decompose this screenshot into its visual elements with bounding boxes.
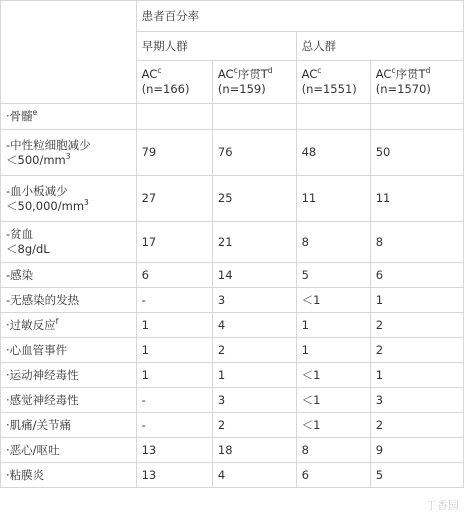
arm-label: AC <box>141 67 158 82</box>
arm-n: (n=166) <box>141 82 190 96</box>
row-label-cell <box>1 176 137 222</box>
row-label-cell <box>1 222 137 263</box>
table-row <box>1 313 464 338</box>
arm-label-tail: 序贯T <box>237 67 268 82</box>
value-cell: 5 <box>370 463 463 488</box>
table-row <box>1 338 464 363</box>
row-label-sup: e <box>32 108 38 118</box>
arm-header-cell <box>296 61 370 104</box>
value-cell <box>136 104 212 130</box>
value-cell: 11 <box>370 176 463 222</box>
value-cell: 17 <box>136 222 212 263</box>
value-cell: - <box>136 413 212 438</box>
table-row <box>1 363 464 388</box>
row-label-cell <box>1 388 137 413</box>
value-cell: 25 <box>212 176 296 222</box>
row-label-line2-sup: 3 <box>84 197 89 207</box>
row-label: ·感觉神经毒性 <box>6 392 79 407</box>
arm-label-sup: c <box>317 66 322 76</box>
value-cell: 8 <box>370 222 463 263</box>
value-cell: 21 <box>212 222 296 263</box>
value-cell: 8 <box>296 438 370 463</box>
value-cell <box>296 104 370 130</box>
arm-label-sup: c <box>233 66 238 76</box>
arm-label: AC <box>375 67 392 82</box>
value-cell: ＜1 <box>296 413 370 438</box>
row-label: ·肌痛/关节痛 <box>6 417 72 432</box>
row-label-cell <box>1 463 137 488</box>
value-cell: 2 <box>212 413 296 438</box>
value-cell: 2 <box>370 338 463 363</box>
row-label: ·心血管事件 <box>6 342 68 357</box>
row-label: -中性粒细胞减少 <box>6 137 91 152</box>
row-label: -贫血 <box>6 227 34 242</box>
arm-n: (n=159) <box>217 82 266 96</box>
table-row <box>1 288 464 313</box>
value-cell: 79 <box>136 130 212 176</box>
value-cell: ＜1 <box>296 363 370 388</box>
arm-label: AC <box>301 67 318 82</box>
value-cell: 13 <box>136 438 212 463</box>
table-row <box>1 463 464 488</box>
row-label: ·粘膜炎 <box>6 467 45 482</box>
row-label: -感染 <box>6 267 34 282</box>
value-cell: 1 <box>296 338 370 363</box>
row-label-line2-sup: 3 <box>65 151 71 161</box>
value-cell: 1 <box>212 363 296 388</box>
value-cell: 48 <box>296 130 370 176</box>
arm-n: (n=1551) <box>301 82 357 96</box>
arm-label: AC <box>217 67 234 82</box>
table-row <box>1 176 464 222</box>
row-label-cell <box>1 130 137 176</box>
row-label-sup: f <box>55 316 59 326</box>
watermark-logo: 丁香园 <box>426 499 459 512</box>
value-cell: 13 <box>136 463 212 488</box>
row-label-cell <box>1 104 137 130</box>
value-cell: 6 <box>296 463 370 488</box>
table-row <box>1 263 464 288</box>
value-cell: 1 <box>370 363 463 388</box>
value-cell: 1 <box>370 288 463 313</box>
value-cell: 1 <box>136 338 212 363</box>
header-early-cell: 早期人群 <box>136 32 296 61</box>
header-group-cell: 患者百分率 <box>136 1 463 32</box>
value-cell: 2 <box>370 313 463 338</box>
arm-header-cell <box>370 61 463 104</box>
value-cell: 5 <box>296 263 370 288</box>
row-label-cell <box>1 413 137 438</box>
arm-header-cell <box>136 61 212 104</box>
value-cell: 76 <box>212 130 296 176</box>
value-cell: ＜1 <box>296 388 370 413</box>
arm-label-sup2: d <box>267 66 273 76</box>
header-total-cell: 总人群 <box>296 32 463 61</box>
header-corner-cell <box>1 1 137 104</box>
value-cell <box>370 104 463 130</box>
value-cell: 4 <box>212 313 296 338</box>
value-cell: 1 <box>136 363 212 388</box>
value-cell: 1 <box>296 313 370 338</box>
value-cell: - <box>136 388 212 413</box>
value-cell: 18 <box>212 438 296 463</box>
header-row-group <box>1 1 464 32</box>
row-label: -无感染的发热 <box>6 292 80 307</box>
row-label-cell <box>1 313 137 338</box>
row-label: ·恶心/呕吐 <box>6 442 60 457</box>
table-row <box>1 413 464 438</box>
arm-n: (n=1570) <box>375 82 431 96</box>
arm-label-sup: c <box>157 66 162 76</box>
value-cell: 27 <box>136 176 212 222</box>
value-cell: 3 <box>212 288 296 313</box>
row-label-cell <box>1 363 137 388</box>
row-label: ·运动神经毒性 <box>6 367 79 382</box>
value-cell: 8 <box>296 222 370 263</box>
value-cell: 4 <box>212 463 296 488</box>
table-row <box>1 388 464 413</box>
row-label-cell <box>1 438 137 463</box>
row-label-line2: ＜50,000/mm <box>6 198 85 213</box>
arm-label-sup: c <box>391 66 396 76</box>
arm-label-sup2: d <box>425 66 431 76</box>
value-cell: 3 <box>212 388 296 413</box>
table-row <box>1 438 464 463</box>
value-cell: 6 <box>370 263 463 288</box>
value-cell: 11 <box>296 176 370 222</box>
value-cell: 14 <box>212 263 296 288</box>
row-label-line2: ＜8g/dL <box>6 242 50 256</box>
value-cell: 50 <box>370 130 463 176</box>
row-label: -血小板减少 <box>6 183 68 198</box>
table-row <box>1 222 464 263</box>
table-row <box>1 104 464 130</box>
value-cell <box>212 104 296 130</box>
table-body <box>1 1 464 488</box>
row-label: ·骨髓 <box>6 109 33 124</box>
row-label-cell <box>1 263 137 288</box>
value-cell: 3 <box>370 388 463 413</box>
value-cell: 2 <box>370 413 463 438</box>
row-label-line2: ＜500/mm <box>6 152 66 167</box>
value-cell: 6 <box>136 263 212 288</box>
table-row <box>1 130 464 176</box>
arm-label-tail: 序贯T <box>395 67 426 82</box>
value-cell: - <box>136 288 212 313</box>
row-label-cell <box>1 338 137 363</box>
row-label-cell <box>1 288 137 313</box>
arm-header-cell <box>212 61 296 104</box>
row-label: ·过敏反应 <box>6 317 56 332</box>
value-cell: ＜1 <box>296 288 370 313</box>
value-cell: 1 <box>136 313 212 338</box>
value-cell: 2 <box>212 338 296 363</box>
value-cell: 9 <box>370 438 463 463</box>
